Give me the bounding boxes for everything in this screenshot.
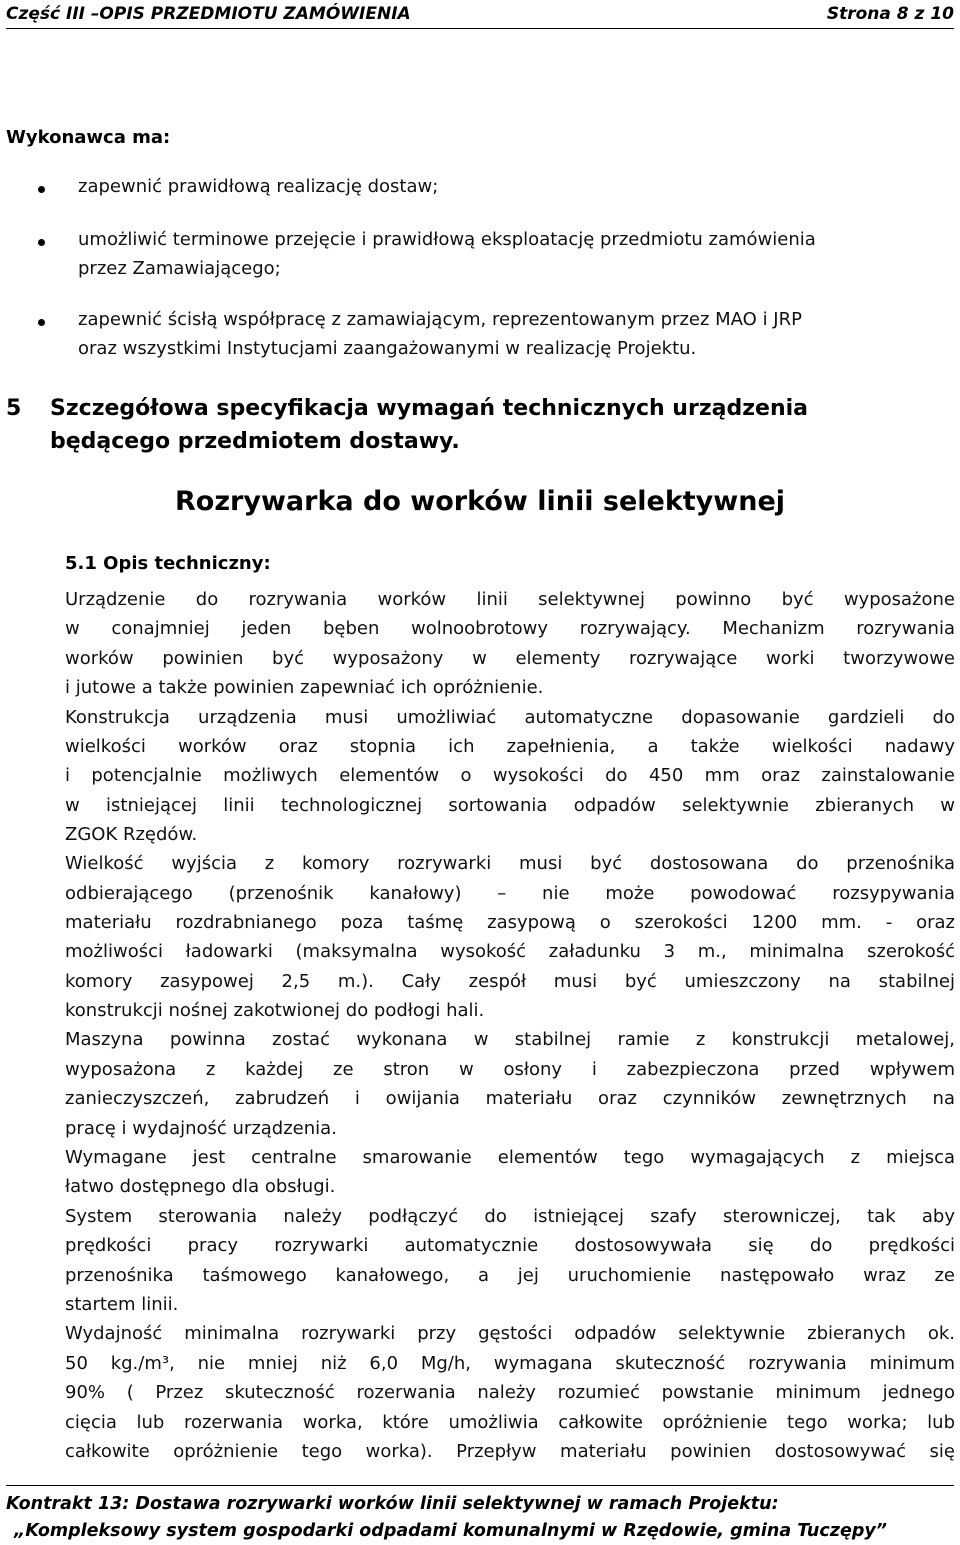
paragraph-line: ZGOK Rzędów. [65,824,198,845]
paragraph-line: worków powinien być wyposażony w elementy rozrywające worki tworzywowe [65,648,955,669]
paragraph-line: odbierającego (przenośnik kanałowy) – nie może powodować rozsypywania [65,883,955,904]
paragraph-line: cięcia lub rozerwania worka, które umożliwia całkowite opróżnienie tego worka; lub [65,1412,955,1433]
header-document-part: Część III –OPIS PRZEDMIOTU ZAMÓWIENIA [6,4,411,24]
list-item-line: oraz wszystkimi Instytucjami zaangażowanymi w realizację Projektu. [78,338,697,359]
subsection-title: 5.1 Opis techniczny: [65,553,271,574]
list-item-line: zapewnić prawidłową realizację dostaw; [78,176,439,197]
paragraph-line: 90% ( Przez skuteczność rozerwania należy rozumieć powstanie minimum jednego [65,1382,955,1403]
paragraph-line: zanieczyszczeń, zabrudzeń i owijania materiału oraz czynników zewnętrznych na [65,1088,955,1109]
paragraph-line: startem linii. [65,1294,179,1315]
paragraph-line: System sterowania należy podłączyć do istniejącej szafy sterowniczej, tak aby [65,1206,955,1227]
paragraph-line: przenośnika taśmowego kanałowego, a jej uruchomienie następowało wraz ze [65,1265,955,1286]
paragraph-line: 50 kg./m³, nie mniej niż 6,0 Mg/h, wymagana skuteczność rozrywania minimum [65,1353,955,1374]
paragraph-line: Maszyna powinna zostać wykonana w stabilnej ramie z konstrukcji metalowej, [65,1029,955,1050]
section-number: 5 [6,396,22,421]
device-title: Rozrywarka do worków linii selektywnej [175,486,786,517]
header-page-number: Strona 8 z 10 [826,4,954,24]
paragraph-line: wyposażona z każdej ze stron w osłony i zabezpieczona przed wpływem [65,1059,955,1080]
paragraph-line: w conajmniej jeden bęben wolnoobrotowy rozrywający. Mechanizm rozrywania [65,618,955,639]
paragraph-line: Wydajność minimalna rozrywarki przy gęstości odpadów selektywnie zbieranych ok. [65,1323,955,1344]
paragraph-line: materiału rozdrabnianego poza taśmę zasypową o szerokości 1200 mm. - oraz [65,912,955,933]
bullet-icon [38,239,45,246]
paragraph-line: w istniejącej linii technologicznej sortowania odpadów selektywnie zbieranych w [65,795,955,816]
paragraph-line: możliwości ładowarki (maksymalna wysokość załadunku 3 m., minimalna szerokość [65,941,955,962]
section-title-line: będącego przedmiotem dostawy. [50,429,460,454]
paragraph-line: Wielkość wyjścia z komory rozrywarki musi być dostosowana do przenośnika [65,853,955,874]
list-item-line: zapewnić ścisłą współpracę z zamawiającym, reprezentowanym przez MAO i JRP [78,309,802,330]
list-item-line: umożliwić terminowe przejęcie i prawidłową eksploatację przedmiotu zamówienia [78,229,816,250]
paragraph-line: Urządzenie do rozrywania worków linii selektywnej powinno być wyposażone [65,589,955,610]
page-header [6,4,954,29]
contractor-duties-label: Wykonawca ma: [6,127,171,148]
page-footer [6,1485,954,1541]
bullet-icon [38,319,45,326]
paragraph-line: konstrukcji nośnej zakotwionej do podłogi hali. [65,1000,485,1021]
paragraph-line: komory zasypowej 2,5 m.). Cały zespół musi być umieszczony na stabilnej [65,971,955,992]
section-title-line: Szczegółowa specyfikacja wymagań technicznych urządzenia [50,396,808,421]
paragraph-line: prędkości pracy rozrywarki automatycznie dostosowywała się do prędkości [65,1235,955,1256]
paragraph-line: i jutowe a także powinien zapewniać ich opróżnienie. [65,677,544,698]
bullet-icon [38,186,45,193]
footer-project-name: „Kompleksowy system gospodarki odpadami komunalnymi w Rzędowie, gmina Tuczępy” [14,1521,888,1541]
paragraph-line: pracę i wydajność urządzenia. [65,1118,337,1139]
paragraph-line: łatwo dostępnego dla obsługi. [65,1176,336,1197]
paragraph-line: i potencjalnie możliwych elementów o wysokości do 450 mm oraz zainstalowanie [65,765,955,786]
paragraph-line: wielkości worków oraz stopnia ich zapełnienia, a także wielkości nadawy [65,736,955,757]
paragraph-line: Wymagane jest centralne smarowanie elementów tego wymagających z miejsca [65,1147,955,1168]
footer-contract-title: Kontrakt 13: Dostawa rozrywarki worków linii selektywnej w ramach Projektu: [6,1494,779,1514]
list-item-line: przez Zamawiającego; [78,258,281,279]
paragraph-line: całkowite opróżnienie tego worka). Przepływ materiału powinien dostosowywać się [65,1441,955,1462]
paragraph-line: Konstrukcja urządzenia musi umożliwiać automatyczne dopasowanie gardzieli do [65,707,955,728]
